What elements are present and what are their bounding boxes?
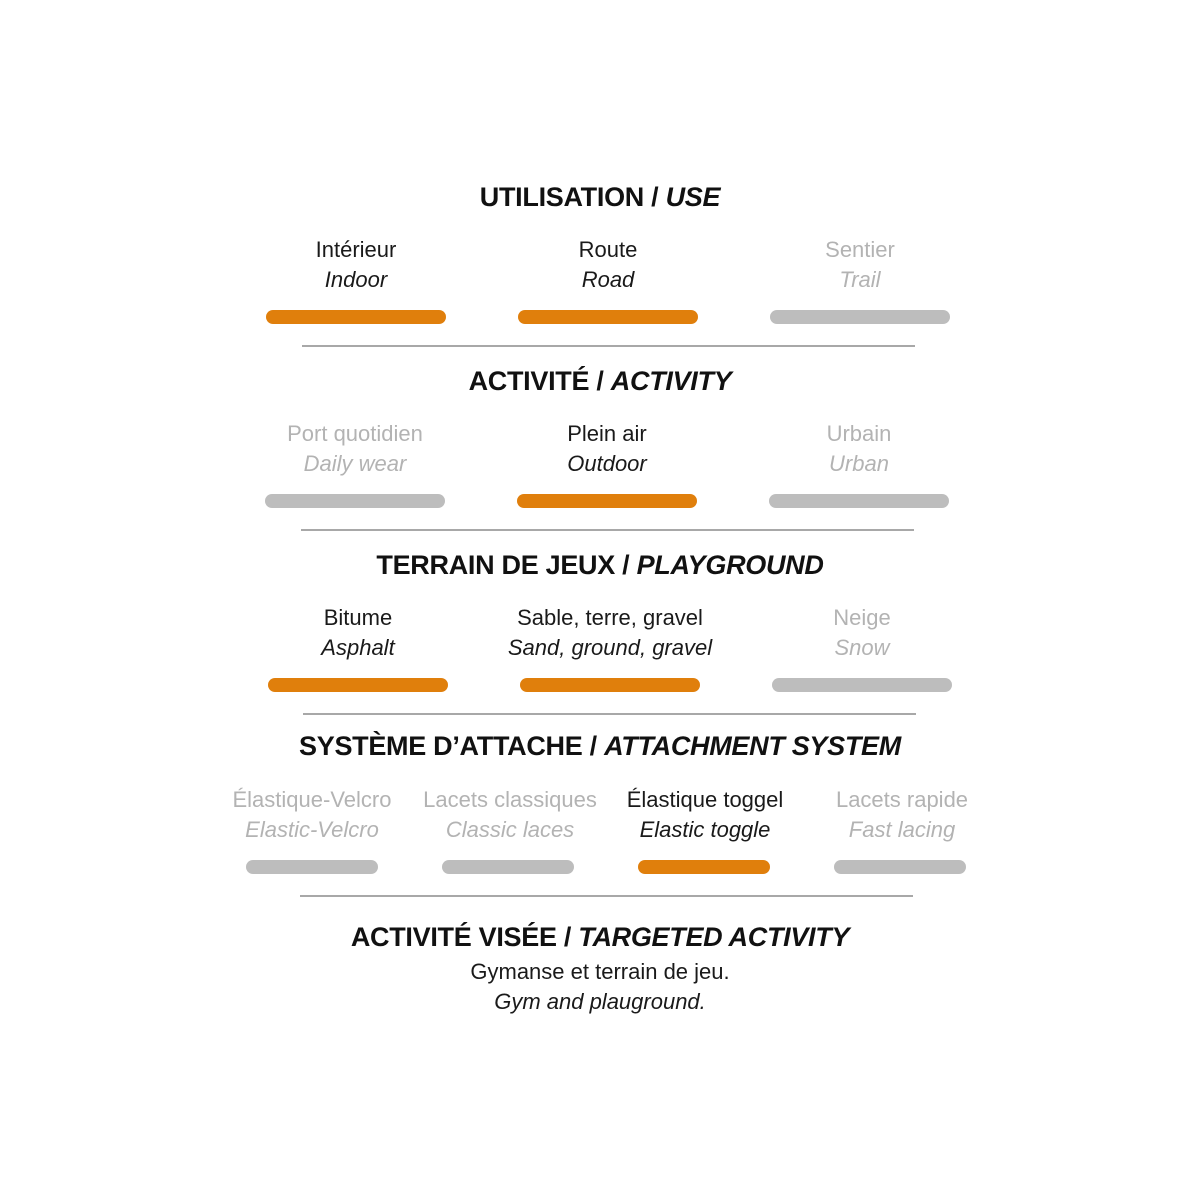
- selection-bar-urban: [769, 494, 949, 508]
- option-label-fr: Neige: [833, 605, 891, 630]
- option-label-fr: Élastique-Velcro: [232, 787, 392, 812]
- heading-fr: UTILISATION: [479, 182, 644, 212]
- section-heading-targeted-activity: [0, 922, 1200, 953]
- selection-bar-asphalt: [268, 678, 448, 692]
- option-label-fr: Lacets classiques: [423, 787, 597, 812]
- option-sand-ground-gravel: [500, 603, 720, 663]
- option-label-fr: Route: [578, 237, 638, 262]
- selection-bar-outdoor: [517, 494, 697, 508]
- section-heading-attachment-system: [0, 731, 1200, 762]
- heading-separator: /: [622, 550, 630, 580]
- heading-separator: /: [651, 182, 659, 212]
- option-outdoor: [497, 419, 717, 479]
- targeted-activity-text: [0, 957, 1200, 1017]
- selection-bar-elastic-velcro: [246, 860, 378, 874]
- option-label-en: Fast lacing: [848, 817, 956, 842]
- option-label-en: Elastic-Velcro: [245, 817, 379, 842]
- heading-en: USE: [665, 182, 721, 212]
- option-label-fr: Plein air: [567, 421, 647, 446]
- heading-separator: /: [596, 366, 604, 396]
- section-heading-activity: [0, 366, 1200, 397]
- option-label-en: Indoor: [324, 267, 388, 292]
- targeted-text-en: Gym and plauground.: [494, 989, 706, 1014]
- heading-fr: ACTIVITÉ VISÉE: [350, 922, 557, 952]
- heading-en: TARGETED ACTIVITY: [578, 922, 850, 952]
- selection-bar-road: [518, 310, 698, 324]
- section-heading-playground: [0, 550, 1200, 581]
- option-label-en: Outdoor: [567, 451, 647, 476]
- section-heading-use: [0, 182, 1200, 213]
- divider: [301, 529, 914, 531]
- option-label-fr: Bitume: [323, 605, 393, 630]
- option-trail: [750, 235, 970, 295]
- selection-bar-daily-wear: [265, 494, 445, 508]
- option-snow: [752, 603, 972, 663]
- targeted-text-fr: Gymanse et terrain de jeu.: [470, 959, 730, 984]
- option-label-en: Sand, ground, gravel: [507, 635, 713, 660]
- heading-en: ACTIVITY: [610, 366, 732, 396]
- option-daily-wear: [245, 419, 465, 479]
- heading-fr: SYSTÈME D’ATTACHE: [299, 731, 583, 761]
- selection-bar-indoor: [266, 310, 446, 324]
- divider: [302, 345, 915, 347]
- option-label-en: Elastic toggle: [639, 817, 771, 842]
- divider: [300, 895, 913, 897]
- option-asphalt: [248, 603, 468, 663]
- option-label-fr: Lacets rapide: [835, 787, 969, 812]
- option-fast-lacing: [792, 785, 1012, 845]
- option-label-en: Classic laces: [445, 817, 575, 842]
- option-elastic-velcro: [202, 785, 422, 845]
- option-label-fr: Sable, terre, gravel: [517, 605, 703, 630]
- heading-fr: TERRAIN DE JEUX: [376, 550, 615, 580]
- option-urban: [749, 419, 969, 479]
- option-label-en: Asphalt: [321, 635, 395, 660]
- option-label-fr: Élastique toggel: [626, 787, 784, 812]
- option-label-fr: Sentier: [825, 237, 895, 262]
- option-label-en: Daily wear: [303, 451, 407, 476]
- heading-fr: ACTIVITÉ: [468, 366, 590, 396]
- selection-bar-elastic-toggle: [638, 860, 770, 874]
- option-label-en: Trail: [839, 267, 881, 292]
- option-elastic-toggle: [595, 785, 815, 845]
- heading-en: PLAYGROUND: [636, 550, 824, 580]
- option-classic-laces: [400, 785, 620, 845]
- option-label-fr: Port quotidien: [287, 421, 423, 446]
- selection-bar-sand-ground-gravel: [520, 678, 700, 692]
- heading-en: ATTACHMENT SYSTEM: [604, 731, 901, 761]
- heading-separator: /: [589, 731, 597, 761]
- selection-bar-classic-laces: [442, 860, 574, 874]
- option-indoor: [246, 235, 466, 295]
- option-label-fr: Intérieur: [315, 237, 397, 262]
- divider: [303, 713, 916, 715]
- option-road: [498, 235, 718, 295]
- option-label-en: Road: [581, 267, 635, 292]
- selection-bar-trail: [770, 310, 950, 324]
- option-label-fr: Urbain: [826, 421, 892, 446]
- selection-bar-snow: [772, 678, 952, 692]
- option-label-en: Urban: [829, 451, 889, 476]
- heading-separator: /: [563, 922, 572, 952]
- option-label-en: Snow: [834, 635, 890, 660]
- selection-bar-fast-lacing: [834, 860, 966, 874]
